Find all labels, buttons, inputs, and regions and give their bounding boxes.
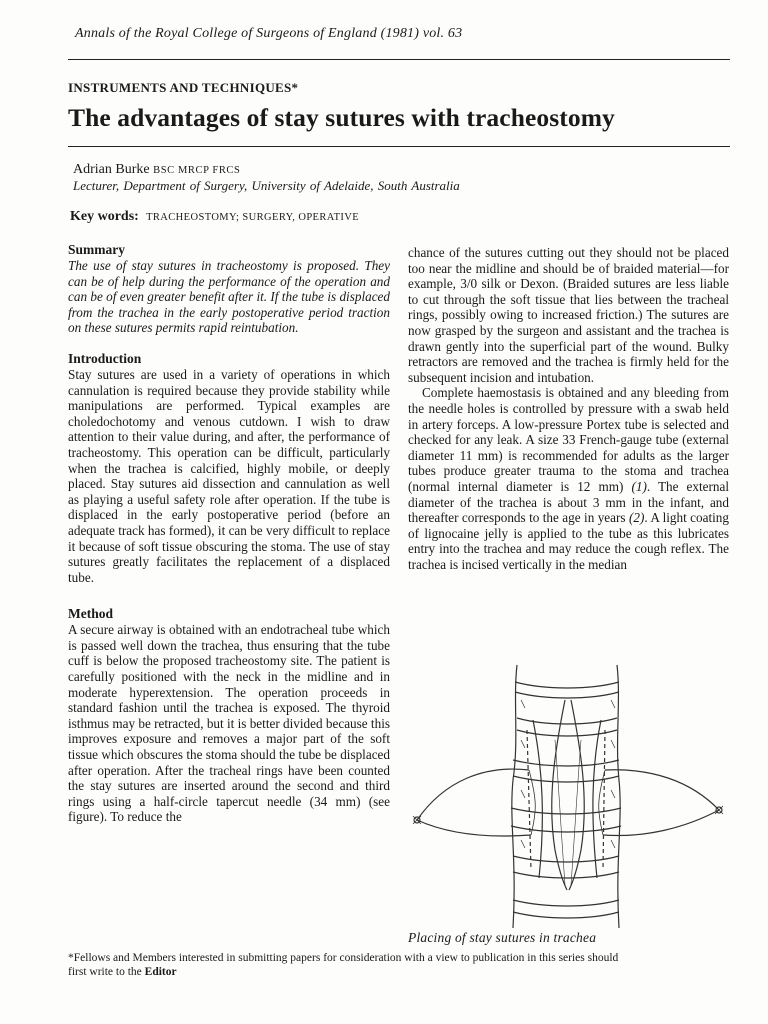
reference-2: (2) — [628, 510, 645, 526]
keywords-label: Key words: — [70, 209, 139, 224]
method-heading: Method — [68, 606, 113, 622]
author-line — [73, 162, 240, 178]
summary-text: The use of stay sutures in tracheostomy is proposed. They can be of help during the performance of the operation and can be of even greater benefit after it. If the tube is displaced from the trachea in the early postoperative period traction on these sutures permits rapid reintubation. — [68, 258, 390, 336]
article-title: The advantages of stay sutures with tracheostomy — [68, 103, 615, 132]
reference-1: (1) — [631, 478, 647, 494]
right-column — [408, 245, 729, 572]
introduction-heading: Introduction — [68, 350, 142, 366]
footnote-editor: Editor — [144, 965, 177, 978]
header-rule — [68, 59, 730, 60]
trachea-drawing — [405, 660, 730, 930]
left-column — [68, 241, 390, 825]
running-head: Annals of the Royal College of Surgeons of England (1981) vol. 63 — [75, 26, 463, 41]
footnote: *Fellows and Members interested in submitting papers for consideration with a view to publication in this series should first write to the Editor — [68, 952, 619, 978]
author-name: Adrian Burke — [73, 162, 150, 177]
method-text: A secure airway is obtained with an endotracheal tube which is passed well down the trachea, thus ensuring that the tube cuff is below the proposed tracheostomy site. The patient is carefully positioned with the neck in the midline and in moderate hyperextension. The operation proceeds in standard fashion until the trachea is exposed. The thyroid isthmus may be retracted, but it is better divided because this improves exposure and removes a major part of the soft tissue which obscures the stoma should the tube be displaced after operation. After the tracheal rings have been counted the stay sutures are inserted around the second and third rings using a half-circle tapercut needle (34 mm) (see figure). To reduce the — [68, 622, 390, 825]
author-affiliation: Lecturer, Department of Surgery, University of Adelaide, South Australia — [73, 178, 460, 193]
section-label: INSTRUMENTS AND TECHNIQUES* — [68, 80, 299, 95]
right-paragraph-1: chance of the sutures cutting out they should not be placed too near the midline and should be of braided material—for example, 3/0 silk or Dexon. (Braided sutures are less liable to cut through the soft tissue that lies between the tracheal rings, possibly owing to increased friction.) The sutures are now grasped by the surgeon and assistant and the trachea is drawn gently into the superficial part of the wound. Bulky retractors are removed and the trachea is firmly held for the subsequent incision and intubation. — [408, 245, 729, 385]
right-paragraph-2: Complete haemostasis is obtained and any bleeding from the needle holes is controlled by pressure with a swab held in artery forceps. A low-pressure Portex tube is selected and checked for any leak. A size 33 French-gauge tube (external diameter 11 mm) is recommended for adults as the larger tubes produce greater trauma to the stoma and trachea (normal internal diameter is 12 mm) (1). The external diameter of the trachea is about 3 mm in the infant, and thereafter corresponds to the age in years (2). A light coating of lignocaine jelly is applied to the tube as this lubricates entry into the trachea and may reduce the cough reflex. The trachea is incised vertically in the median — [408, 385, 730, 572]
introduction-text: Stay sutures are used in a variety of operations in which cannulation is required because they provide stability while manipulations are performed. Typical examples are choledochotomy and venous cutdown. I wish to draw attention to their value during, and after, the performance of tracheostomy. This operation can be difficult, particularly when the trachea is calcified, highly mobile, or deeply placed. Stay sutures aid dissection and cannulation as well as playing a useful safety role after operation. If the tube is displaced in the early postoperative period (before an adequate track has formed), it can be very difficult to replace it because of soft tissue obscuring the stoma. The use of stay sutures greatly facilitates the replacement of a displaced tube. — [68, 366, 390, 585]
keywords-list: TRACHEOSTOMY; SURGERY, OPERATIVE — [146, 212, 360, 223]
trachea-illustration — [405, 660, 730, 930]
title-rule — [68, 146, 730, 147]
figure-caption: Placing of stay sutures in trachea — [408, 930, 597, 945]
keywords — [70, 208, 359, 225]
author-degrees: BSC MRCP FRCS — [153, 165, 241, 176]
summary-heading: Summary — [68, 242, 125, 257]
